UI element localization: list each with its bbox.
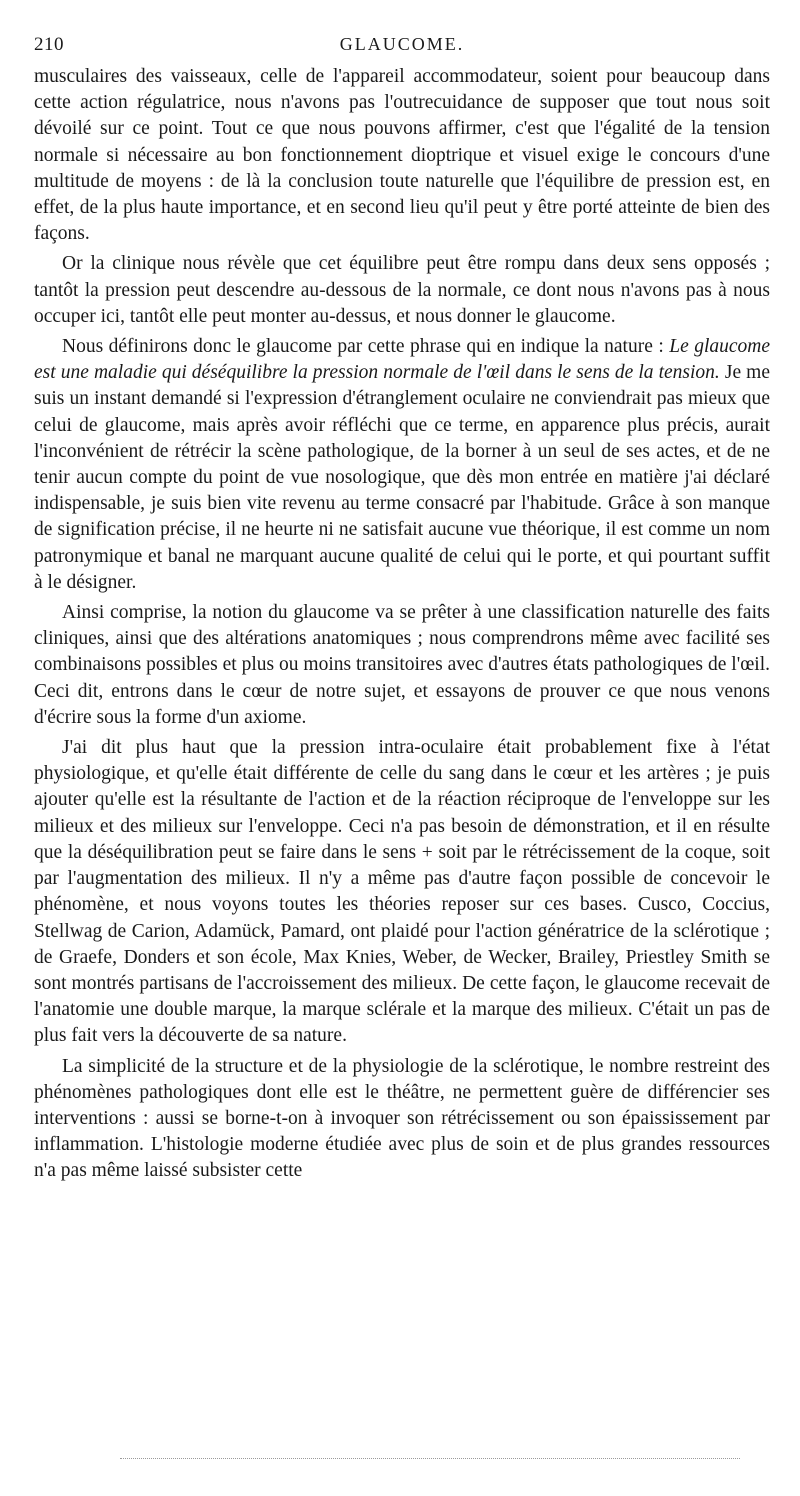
body-text (34, 64, 770, 1185)
paragraph-clinique: Or la clinique nous révèle que cet équilibre peut être rompu dans deux sens opposés ; tantôt la pression peut descendre au-dessous de la normale, ce dont nous n'avons pas à nous occuper ici, tantôt elle peut monter au-dessus, et nous donner le glaucome. (34, 253, 770, 327)
paragraph-definition (34, 334, 770, 596)
paragraph-continued: musculaires des vaisseaux, celle de l'appareil accommodateur, soient pour beaucoup dans cette action régulatrice, nous n'avons pas l'outrecuidance de supposer que tout nous soit dévoilé sur ce point. Tout ce que nous pouvons affirmer, c'est que l'égalité de la tension normale si nécessaire au bon fonctionnement dioptrique et visuel exige le concours d'une multitude de moyens : de là la conclusion toute naturelle que l'équilibre de pression est, en effet, de la plus haute importance, et en second lieu qu'il peut y être porté atteinte de bien des façons. (34, 66, 770, 245)
footer-rule (120, 1458, 740, 1459)
definition-rest: Je me suis un instant demandé si l'expression d'étranglement oculaire ne conviendrait pas mieux que celui de glaucome, mais après avoir réfléchi que ce terme, en apparence plus précis, aurait l'inconvénient de rétrécir la scène pathologique, de la borner à un seul de ses actes, et de ne tenir aucun compte du point de vue nosologique, que dès mon entrée en matière j'ai déclaré indispensable, je suis bien vite revenu au terme consacré par l'habitude. Grâce à son manque de signification précise, il ne heurte ni ne satisfait aucune vue théorique, il est comme un nom patronymique et banal ne marquant aucune qualité de celui qui le porte, et qui pourtant suffit à le désigner. (34, 362, 770, 593)
paragraph-classification: Ainsi comprise, la notion du glaucome va se prêter à une classification naturelle des faits cliniques, ainsi que des altérations anatomiques ; nous comprendrons même avec facilité ses combinaisons possibles et plus ou moins transitoires avec d'autres états pathologiques de l'œil. Ceci dit, entrons dans le cœur de notre sujet, et essayons de prouver ce que nous venons d'écrire sous la forme d'un axiome. (34, 602, 770, 728)
paragraph-pression: J'ai dit plus haut que la pression intra-oculaire était probablement fixe à l'état physiologique, et qu'elle était différente de celle du sang dans le cœur et les artères ; je puis ajouter qu'elle est la résultante de l'action et de la réaction réciproque de l'enveloppe sur les milieux et des milieux sur l'enveloppe. Ceci n'a pas besoin de démonstration, et il en résulte que la déséquilibration peut se faire dans le sens + soit par le rétrécissement de la coque, soit par l'augmentation des milieux. Il n'y a même pas d'autre façon possible de concevoir le phénomène, et nous voyons toutes les théories reposer sur ces bases. Cusco, Coccius, Stellwag de Carion, Adamück, Pamard, ont plaidé pour l'action génératrice de la sclérotique ; de Graefe, Donders et son école, Max Knies, Weber, de Wecker, Brailey, Priestley Smith se sont montrés partisans de l'accroissement des milieux. De cette façon, le glaucome recevait de l'anatomie une double marque, la marque sclérale et la marque des milieux. C'était un pas de plus fait vers la découverte de sa nature. (34, 737, 770, 1047)
paragraph-sclerotique: La simplicité de la structure et de la physiologie de la sclérotique, le nombre restreint des phénomènes pathologiques dont elle est le théâtre, ne permettent guère de différencier ses interventions : aussi se borne-t-on à invoquer son rétrécissement ou son épaississement par inflammation. L'histologie moderne étudiée avec plus de soin et de plus grandes ressources n'a pas même laissé subsister cette (34, 1055, 770, 1182)
page-number: 210 (34, 34, 64, 55)
running-title: GLAUCOME. (339, 34, 465, 54)
definition-italic: Le glaucome est une maladie qui déséquilibre la pression normale de l'œil dans le sens de la tension. (34, 336, 770, 384)
page-header (34, 34, 770, 58)
definition-intro: Nous définirons donc le glaucome par cette phrase qui en indique la nature : (62, 336, 670, 358)
